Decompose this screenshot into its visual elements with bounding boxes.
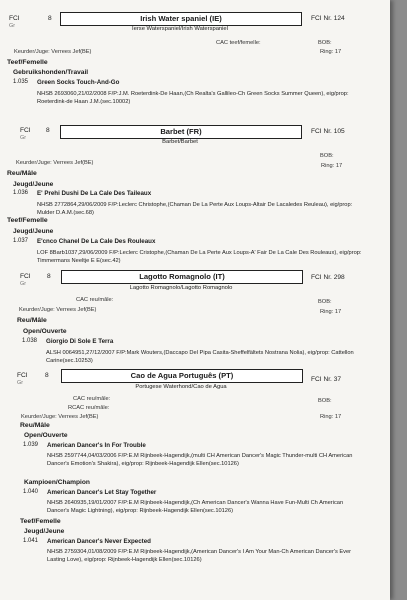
dog-name: Giorgio Di Sole E Terra [46,338,114,345]
cac-label: CAC reu/mâle: [76,297,114,303]
rcac-label: RCAC reu/mâle: [68,405,110,411]
dog-details: NHSB 2759304,01/08/2009 F/P:E.M Rijnbeek-Hagendijk,(American Dancer's I Am Your Man-Ch American Dancer's Ever Lasting Love), eig/prop: Rijnbeek-Hagendijk Ellen(sec.10126) [47,549,352,564]
entry-number: 1.038 [22,338,38,344]
fci-label: FCI [17,372,28,379]
ring: Ring: 17 [320,309,342,315]
class-heading: Gebruikshonden/Travail [13,69,89,76]
group-abbrev: Gr [9,23,16,29]
cac-label: CAC teef/femelle: [216,40,261,46]
judge: Keurder/Juge: Verrees Jef(BE) [14,49,92,55]
class-heading: Jeugd/Jeune [24,528,65,535]
breed-subtitle: Ierse Waterspaniel/Irish Waterspaniel [132,26,228,32]
fci-label: FCI [9,15,20,22]
breed-subtitle: Lagotto Romagnolo/Lagotto Romagnolo [129,285,233,291]
breed-header-box: Lagotto Romagnolo (IT) [61,270,303,284]
entry-number: 1.039 [23,442,39,448]
section-heading: Reu/Mâle [7,170,37,177]
ring: Ring: 17 [320,414,342,420]
group-number: 8 [47,273,51,280]
breed-subtitle: Portugese Waterhond/Cao de Agua [135,384,227,390]
fci-number: FCI Nr. 298 [311,274,345,281]
fci-label: FCI [20,273,31,280]
section-heading: Reu/Mâle [20,422,50,429]
entry-number: 1.035 [13,79,29,85]
group-number: 8 [46,127,50,134]
group-number: 8 [48,15,52,22]
dog-details: NHSB 2597744,04/03/2006 F/P:E.M Rijnbeek-Hagendijk,(multi CH American Dancer's Magic Thunder-multi CH American Dancer's Emotion's Shakira), eig/prop: Rijnbeek-Hagendijk Ellen(sec.10126) [47,453,353,468]
bob-label: BOB: [318,299,332,305]
group-abbrev: Gr [20,281,27,287]
group-abbrev: Gr [17,380,24,386]
dog-name: American Dancer's In For Trouble [47,442,146,449]
fci-number: FCI Nr. 124 [311,15,345,22]
section-heading: Teef/Femelle [7,59,48,66]
ring: Ring: 17 [321,163,343,169]
dog-name: E' Prehi Dushi De La Cale Des Taileaux [37,190,152,197]
cac-label: CAC reu/mâle: [73,396,111,402]
class-heading: Kampioen/Champion [24,479,90,486]
entry-number: 1.036 [13,190,29,196]
section-heading: Reu/Mâle [17,317,47,324]
dog-name: Green Socks Touch-And-Go [37,79,120,86]
fci-number: FCI Nr. 37 [311,376,342,383]
dog-name: E'cnco Chanel De La Cale Des Rouleaux [37,238,156,245]
section-heading: Teef/Femelle [20,518,61,525]
bob-label: BOB: [320,153,334,159]
section-heading: Teef/Femelle [7,217,48,224]
judge: Keurder/Juge: Verrees Jef(BE) [21,414,99,420]
entry-number: 1.037 [13,238,29,244]
dog-name: American Dancer's Never Expected [47,538,151,545]
fci-label: FCI [20,127,31,134]
dog-details: ALSH 0064951,27/12/2007 F/P:Mark Wouters,(Daccapo Del Pipa Casita-Sheffelfältets Nostrana Nolia), eig/prop: Cattellon Carine(sec.10253) [46,350,354,365]
entry-number: 1.040 [23,489,39,495]
class-heading: Open/Ouverte [23,328,67,335]
group-abbrev: Gr [20,135,27,141]
breed-subtitle: Barbet/Barbet [162,139,198,145]
dog-name: American Dancer's Let Stay Together [47,489,157,496]
bob-label: BOB: [318,398,332,404]
dog-details: NHSB 2772864,29/06/2009 F/P:Leclerc Christophe,(Chaman De La Perte Aux Loups-Altair De Lacaledes Reuleau), eig/prop: Mulder D.A.M.(sec.68) [37,202,353,217]
breed-header-box: Irish Water spaniel (IE) [60,12,302,26]
ring: Ring: 17 [320,49,342,55]
breed-header-box: Barbet (FR) [60,125,302,139]
bob-label: BOB: [318,40,332,46]
class-heading: Jeugd/Jeune [13,181,54,188]
class-heading: Open/Ouverte [24,432,68,439]
group-number: 8 [45,372,49,379]
judge: Keurder/Juge: Verrees Jef(BE) [16,160,94,166]
class-heading: Jeugd/Jeune [13,228,54,235]
entry-number: 1.041 [23,538,39,544]
breed-header-box: Cao de Agua Português (PT) [61,369,303,383]
dog-details: NHSB 2693060,21/02/2008 F/P:J.M. Roeterdink-De Haan,(Ch Realta's Gallileo-Ch Green Socks Summer Queen), eig/prop: Roeterdink-de Haan J.M.(sec.10002) [37,91,349,106]
dog-details: NHSB 2640935,19/01/2007 F/P:E.M Rijnbeek-Hagendijk,(Ch American Dancer's Wanna Have Fun-Multi Ch American Dancer's Magic Lightning), eig/prop: Rijnbeek-Hagendijk Ellen(sec.10126) [47,500,344,515]
fci-number: FCI Nr. 105 [311,128,345,135]
judge: Keurder/Juge: Verrees Jef(BE) [19,307,97,313]
dog-details: LOF 8Barb1037,29/06/2009 F/P:Leclerc Cristophe,(Chaman De La Perte Aux Loups-A' Fair De La Cale Des Rouleaux), eig/prop: Timmermans Neeltje E E(sec.42) [37,250,362,265]
